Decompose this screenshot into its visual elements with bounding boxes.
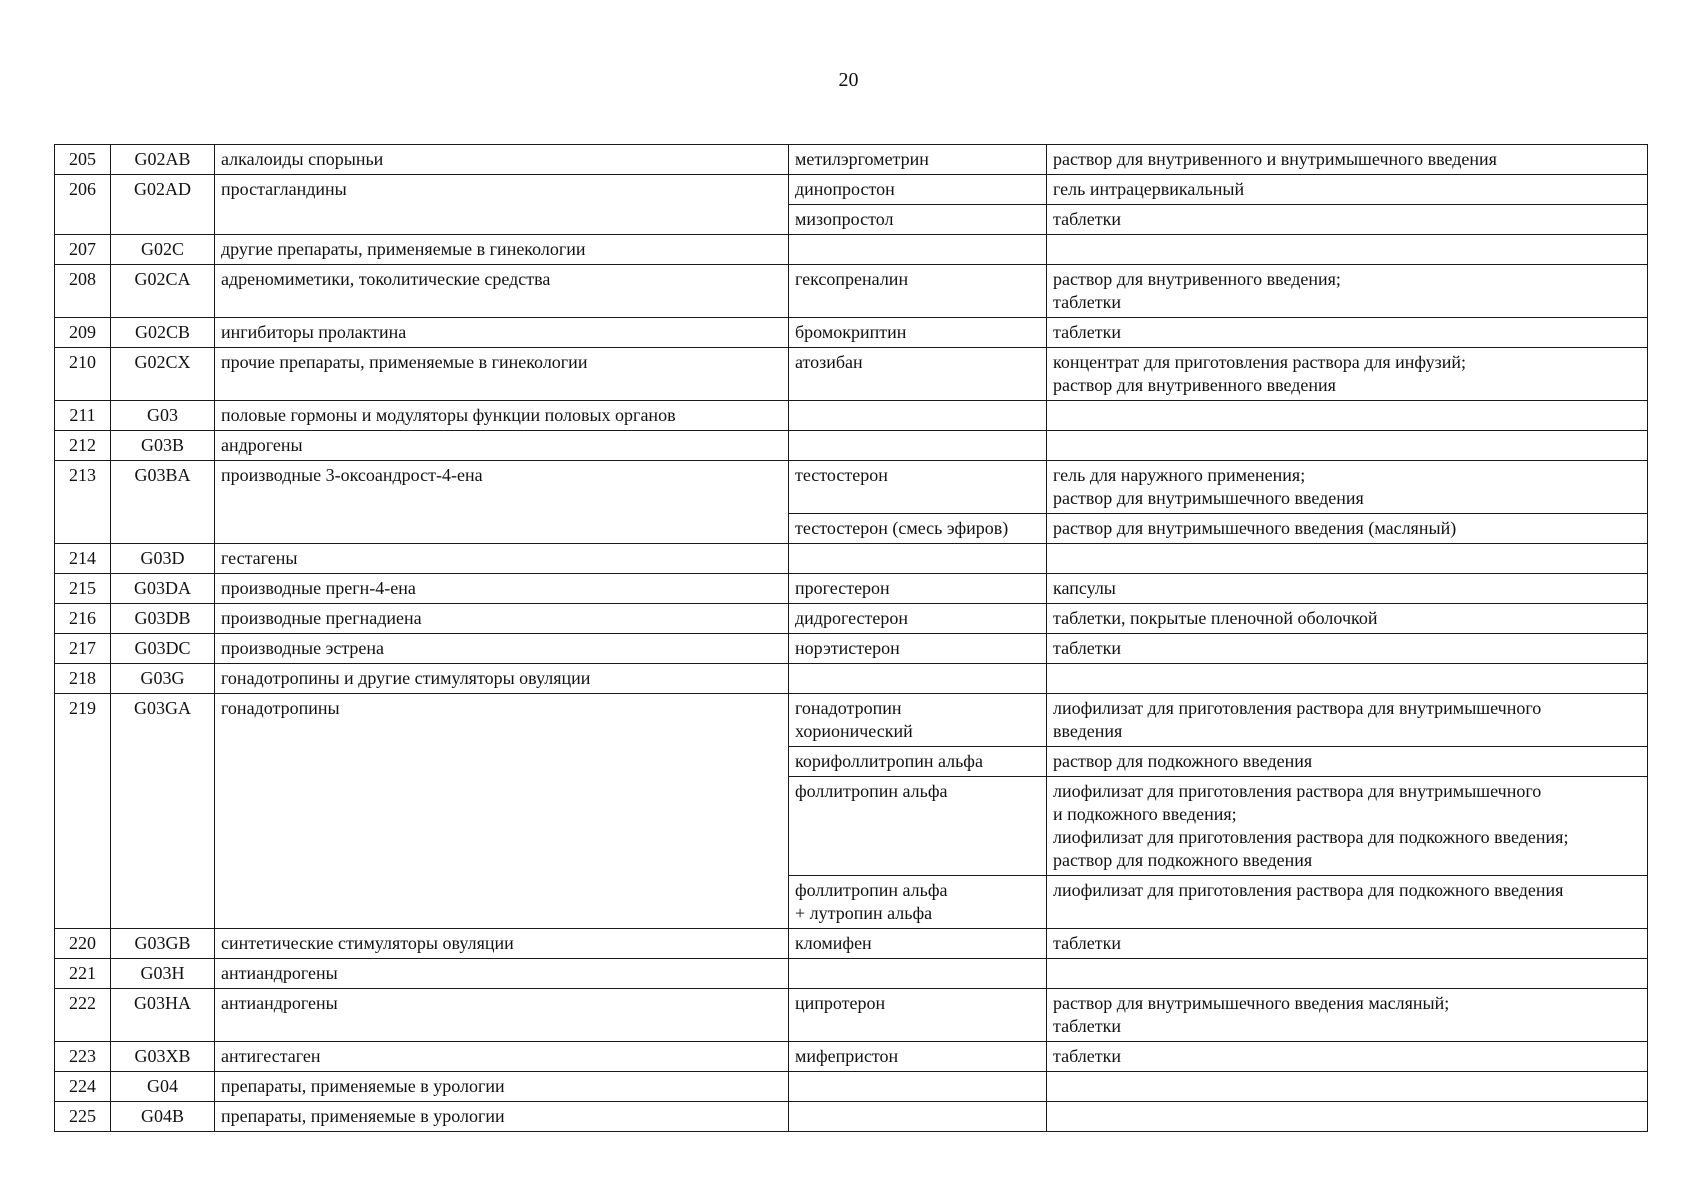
table-body — [55, 145, 1648, 1132]
group-name-cell: антиандрогены — [215, 989, 789, 1042]
group-name-cell: простагландины — [215, 175, 789, 235]
atc-code-cell: G02CA — [111, 265, 215, 318]
atc-code-cell: G03 — [111, 401, 215, 431]
dosage-form-cell: таблетки — [1047, 634, 1648, 664]
page-number: 20 — [838, 69, 859, 91]
drug-name-cell: ципротерон — [789, 989, 1047, 1042]
group-name-cell: ингибиторы пролактина — [215, 318, 789, 348]
atc-code-cell: G02CB — [111, 318, 215, 348]
group-name-cell: антиандрогены — [215, 959, 789, 989]
drug-name-cell: фоллитропин альфа — [789, 777, 1047, 876]
group-name-cell: прочие препараты, применяемые в гинекологии — [215, 348, 789, 401]
table-row — [55, 1072, 1648, 1102]
atc-code-cell: G04B — [111, 1102, 215, 1132]
dosage-form-cell: раствор для внутривенного введения; таблетки — [1047, 265, 1648, 318]
row-number-cell: 211 — [55, 401, 111, 431]
row-number-cell: 221 — [55, 959, 111, 989]
group-name-cell: производные прегнадиена — [215, 604, 789, 634]
table-row — [55, 175, 1648, 205]
drug-name-cell: гексопреналин — [789, 265, 1047, 318]
dosage-form-cell — [1047, 401, 1648, 431]
table-row — [55, 544, 1648, 574]
atc-code-cell: G02AB — [111, 145, 215, 175]
table-row — [55, 401, 1648, 431]
group-name-cell: гонадотропины и другие стимуляторы овуляции — [215, 664, 789, 694]
dosage-form-cell: лиофилизат для приготовления раствора для внутримышечного и подкожного введения; лиофилизат для приготовления раствора для подкожного введения; раствор для подкожного введения — [1047, 777, 1648, 876]
dosage-form-cell — [1047, 1072, 1648, 1102]
table-row — [55, 989, 1648, 1042]
table-row — [55, 664, 1648, 694]
group-name-cell: андрогены — [215, 431, 789, 461]
dosage-form-cell: лиофилизат для приготовления раствора для подкожного введения — [1047, 876, 1648, 929]
atc-code-cell: G03B — [111, 431, 215, 461]
row-number-cell: 209 — [55, 318, 111, 348]
drug-name-cell: тестостерон (смесь эфиров) — [789, 514, 1047, 544]
drug-name-cell — [789, 401, 1047, 431]
table-row — [55, 265, 1648, 318]
dosage-form-cell: раствор для внутримышечного введения масляный; таблетки — [1047, 989, 1648, 1042]
dosage-form-cell — [1047, 959, 1648, 989]
atc-code-cell: G03GB — [111, 929, 215, 959]
drug-name-cell: дидрогестерон — [789, 604, 1047, 634]
table-row — [55, 634, 1648, 664]
table-row — [55, 929, 1648, 959]
atc-code-cell: G03HA — [111, 989, 215, 1042]
row-number-cell: 207 — [55, 235, 111, 265]
drug-name-cell: норэтистерон — [789, 634, 1047, 664]
drug-classification-table — [54, 144, 1648, 1132]
drug-name-cell: корифоллитропин альфа — [789, 747, 1047, 777]
group-name-cell: производные эстрена — [215, 634, 789, 664]
atc-code-cell: G02CX — [111, 348, 215, 401]
group-name-cell: адреномиметики, токолитические средства — [215, 265, 789, 318]
table-row — [55, 959, 1648, 989]
row-number-cell: 217 — [55, 634, 111, 664]
dosage-form-cell: гель для наружного применения; раствор для внутримышечного введения — [1047, 461, 1648, 514]
dosage-form-cell — [1047, 544, 1648, 574]
table-row — [55, 461, 1648, 514]
dosage-form-cell — [1047, 664, 1648, 694]
table-row — [55, 694, 1648, 747]
drug-name-cell: атозибан — [789, 348, 1047, 401]
group-name-cell: половые гормоны и модуляторы функции половых органов — [215, 401, 789, 431]
table-row — [55, 574, 1648, 604]
group-name-cell: гонадотропины — [215, 694, 789, 929]
drug-name-cell: кломифен — [789, 929, 1047, 959]
drug-name-cell: бромокриптин — [789, 318, 1047, 348]
row-number-cell: 223 — [55, 1042, 111, 1072]
atc-code-cell: G02AD — [111, 175, 215, 235]
dosage-form-cell: концентрат для приготовления раствора для инфузий; раствор для внутривенного введения — [1047, 348, 1648, 401]
drug-name-cell — [789, 431, 1047, 461]
dosage-form-cell: таблетки — [1047, 205, 1648, 235]
drug-name-cell — [789, 1072, 1047, 1102]
table-row — [55, 318, 1648, 348]
drug-name-cell — [789, 544, 1047, 574]
atc-code-cell: G03D — [111, 544, 215, 574]
group-name-cell: производные прегн-4-ена — [215, 574, 789, 604]
row-number-cell: 212 — [55, 431, 111, 461]
row-number-cell: 213 — [55, 461, 111, 544]
row-number-cell: 216 — [55, 604, 111, 634]
atc-code-cell: G03DA — [111, 574, 215, 604]
atc-code-cell: G03GA — [111, 694, 215, 929]
dosage-form-cell: раствор для подкожного введения — [1047, 747, 1648, 777]
group-name-cell: синтетические стимуляторы овуляции — [215, 929, 789, 959]
drug-name-cell: фоллитропин альфа + лутропин альфа — [789, 876, 1047, 929]
atc-code-cell: G03G — [111, 664, 215, 694]
dosage-form-cell: таблетки, покрытые пленочной оболочкой — [1047, 604, 1648, 634]
dosage-form-cell: капсулы — [1047, 574, 1648, 604]
row-number-cell: 224 — [55, 1072, 111, 1102]
table-row — [55, 145, 1648, 175]
drug-name-cell: мизопростол — [789, 205, 1047, 235]
row-number-cell: 218 — [55, 664, 111, 694]
atc-code-cell: G03DC — [111, 634, 215, 664]
drug-name-cell: прогестерон — [789, 574, 1047, 604]
drug-name-cell — [789, 1102, 1047, 1132]
atc-code-cell: G02C — [111, 235, 215, 265]
row-number-cell: 222 — [55, 989, 111, 1042]
row-number-cell: 214 — [55, 544, 111, 574]
row-number-cell: 215 — [55, 574, 111, 604]
row-number-cell: 225 — [55, 1102, 111, 1132]
dosage-form-cell: лиофилизат для приготовления раствора для внутримышечного введения — [1047, 694, 1648, 747]
drug-name-cell — [789, 959, 1047, 989]
table-row — [55, 604, 1648, 634]
table-row — [55, 1042, 1648, 1072]
group-name-cell: антигестаген — [215, 1042, 789, 1072]
atc-code-cell: G03DB — [111, 604, 215, 634]
group-name-cell: препараты, применяемые в урологии — [215, 1102, 789, 1132]
row-number-cell: 208 — [55, 265, 111, 318]
drug-name-cell: метилэргометрин — [789, 145, 1047, 175]
dosage-form-cell: раствор для внутримышечного введения (масляный) — [1047, 514, 1648, 544]
dosage-form-cell — [1047, 1102, 1648, 1132]
dosage-form-cell: таблетки — [1047, 318, 1648, 348]
row-number-cell: 220 — [55, 929, 111, 959]
group-name-cell: производные 3-оксоандрост-4-ена — [215, 461, 789, 544]
dosage-form-cell: таблетки — [1047, 929, 1648, 959]
dosage-form-cell — [1047, 235, 1648, 265]
group-name-cell: препараты, применяемые в урологии — [215, 1072, 789, 1102]
atc-code-cell: G03H — [111, 959, 215, 989]
drug-name-cell: мифепристон — [789, 1042, 1047, 1072]
row-number-cell: 205 — [55, 145, 111, 175]
atc-code-cell: G04 — [111, 1072, 215, 1102]
drug-name-cell — [789, 235, 1047, 265]
atc-code-cell: G03XB — [111, 1042, 215, 1072]
group-name-cell: гестагены — [215, 544, 789, 574]
dosage-form-cell: таблетки — [1047, 1042, 1648, 1072]
table-row — [55, 1102, 1648, 1132]
drug-name-cell: гонадотропин хорионический — [789, 694, 1047, 747]
drug-name-cell: динопростон — [789, 175, 1047, 205]
dosage-form-cell: раствор для внутривенного и внутримышечного введения — [1047, 145, 1648, 175]
drug-name-cell: тестостерон — [789, 461, 1047, 514]
group-name-cell: алкалоиды спорыньи — [215, 145, 789, 175]
table-row — [55, 348, 1648, 401]
dosage-form-cell — [1047, 431, 1648, 461]
drug-name-cell — [789, 664, 1047, 694]
row-number-cell: 206 — [55, 175, 111, 235]
atc-code-cell: G03BA — [111, 461, 215, 544]
row-number-cell: 219 — [55, 694, 111, 929]
row-number-cell: 210 — [55, 348, 111, 401]
table-row — [55, 431, 1648, 461]
table-row — [55, 235, 1648, 265]
group-name-cell: другие препараты, применяемые в гинекологии — [215, 235, 789, 265]
dosage-form-cell: гель интрацервикальный — [1047, 175, 1648, 205]
